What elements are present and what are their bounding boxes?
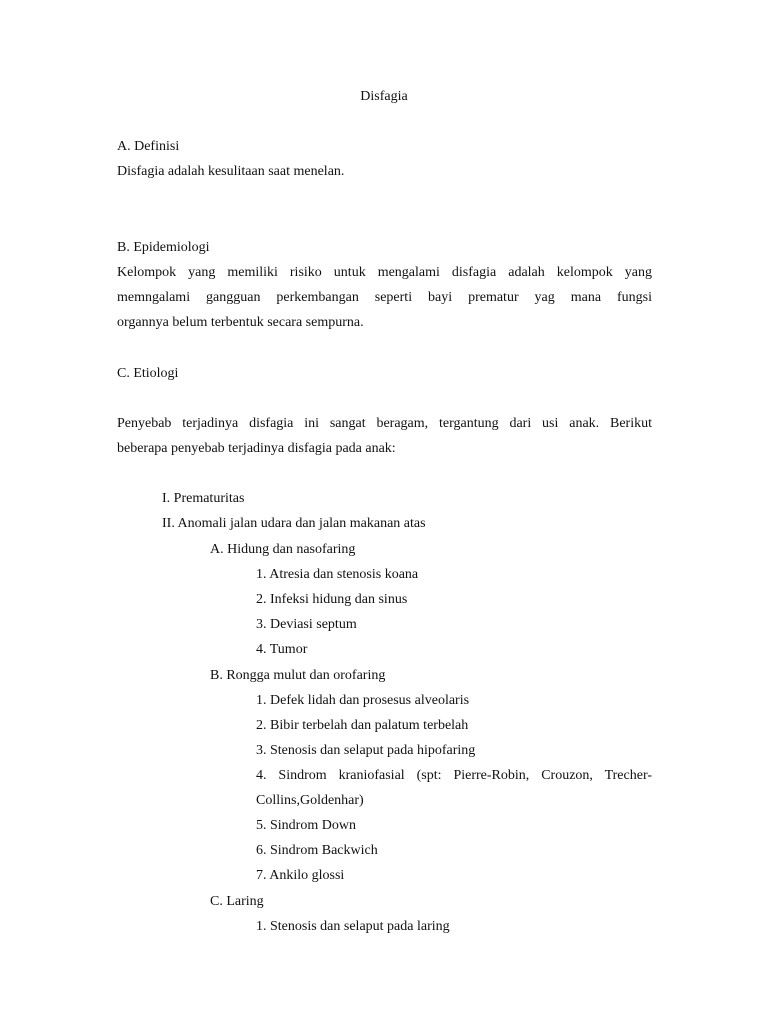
outline-item-a: A. Hidung dan nasofaring — [210, 542, 356, 557]
outline-subitem: 2. Bibir terbelah dan palatum terbelah — [256, 718, 469, 733]
outline-subitem: 1. Defek lidah dan prosesus alveolaris — [256, 693, 470, 708]
outline-item-b: B. Rongga mulut dan orofaring — [210, 668, 386, 683]
section-c-intro-line: Penyebab terjadinya disfagia ini sangat beragam, tergantung dari usi anak. Berikut — [117, 416, 652, 431]
outline-item-i: I. Prematuritas — [162, 491, 245, 506]
document-title: Disfagia — [360, 89, 408, 104]
section-a-heading: A. Definisi — [117, 139, 180, 154]
outline-subitem: 1. Atresia dan stenosis koana — [256, 567, 419, 582]
section-c-heading: C. Etiologi — [117, 366, 179, 381]
outline-subitem-continued: Collins,Goldenhar) — [256, 793, 364, 808]
section-b-heading: B. Epidemiologi — [117, 240, 210, 255]
outline-item-ii: II. Anomali jalan udara dan jalan makanan atas — [162, 516, 426, 531]
outline-item-c: C. Laring — [210, 894, 264, 909]
section-a-text: Disfagia adalah kesulitaan saat menelan. — [117, 164, 345, 179]
outline-subitem: 5. Sindrom Down — [256, 818, 356, 833]
outline-subitem: 7. Ankilo glossi — [256, 868, 345, 883]
outline-subitem: 3. Stenosis dan selaput pada hipofaring — [256, 743, 476, 758]
section-b-line: Kelompok yang memiliki risiko untuk mengalami disfagia adalah kelompok yang — [117, 265, 652, 280]
outline-subitem: 1. Stenosis dan selaput pada laring — [256, 919, 450, 934]
outline-subitem: 4. Sindrom kraniofasial (spt: Pierre-Robin, Crouzon, Trecher- — [256, 768, 652, 783]
outline-subitem: 6. Sindrom Backwich — [256, 843, 378, 858]
outline-subitem: 3. Deviasi septum — [256, 617, 357, 632]
section-c-intro-line: beberapa penyebab terjadinya disfagia pada anak: — [117, 441, 396, 456]
section-b-line: memngalami gangguan perkembangan seperti bayi prematur yag mana fungsi — [117, 290, 652, 305]
section-b-line: organnya belum terbentuk secara sempurna. — [117, 315, 364, 330]
outline-subitem: 4. Tumor — [256, 642, 308, 657]
outline-subitem: 2. Infeksi hidung dan sinus — [256, 592, 408, 607]
